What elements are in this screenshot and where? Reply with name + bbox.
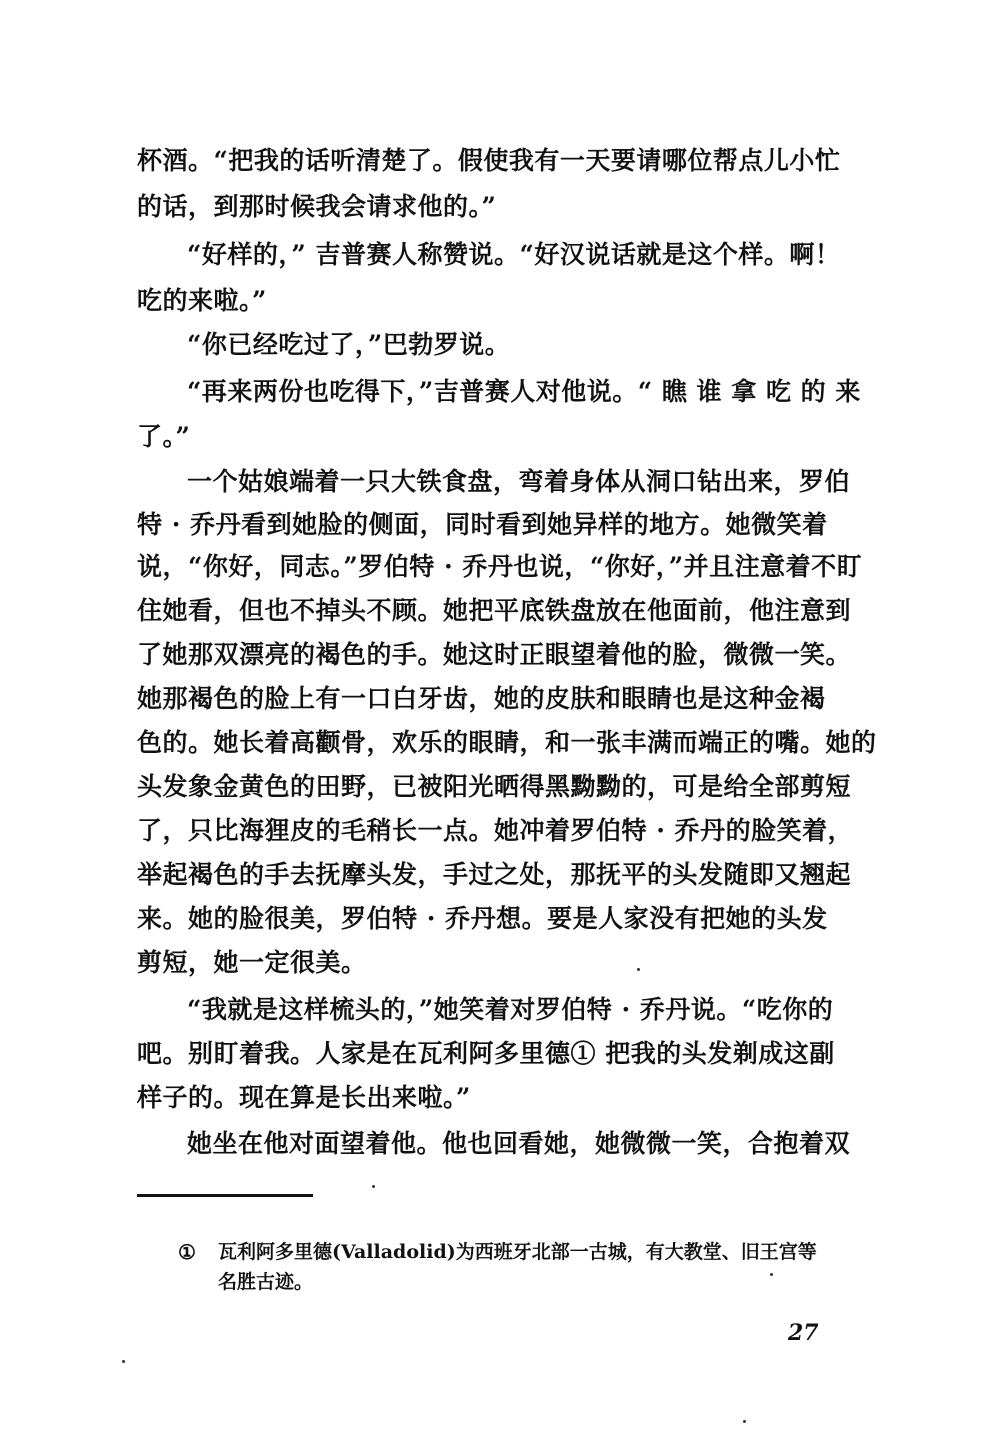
text-line: “你已经吃过了，”巴勃罗说。 bbox=[187, 330, 511, 359]
text-line: 来。她的脸很美，罗伯特 · 乔丹想。要是人家没有把她的头发 bbox=[137, 904, 828, 933]
text-line: 色的。她长着高颧骨，欢乐的眼睛，和一张丰满而端正的嘴。她的 bbox=[137, 728, 877, 757]
scan-speck bbox=[372, 1185, 375, 1188]
text-line: 头发象金黄色的田野，已被阳光晒得黑黝黝的，可是给全部剪短 bbox=[137, 772, 852, 801]
text-line: 样子的。现在算是长出来啦。” bbox=[137, 1083, 471, 1112]
text-line: 一个姑娘端着一只大铁食盘，弯着身体从洞口钻出来，罗伯 bbox=[187, 467, 851, 496]
footnote-divider bbox=[137, 1194, 313, 1197]
text-line: 的话，到那时候我会请求他的。” bbox=[137, 192, 497, 221]
text-line: 了。” bbox=[137, 422, 191, 451]
page-number: 27 bbox=[788, 1320, 819, 1346]
text-line: 剪短，她一定很美。 bbox=[137, 948, 367, 977]
footnote-line: 名胜古迹。 bbox=[218, 1271, 314, 1293]
text-line: 了，只比海狸皮的毛稍长一点。她冲着罗伯特 · 乔丹的脸笑着， bbox=[137, 816, 854, 845]
text-line: “再来两份也吃得下，”吉普赛人对他说。“ 瞧 谁 拿 吃 的 来 bbox=[187, 377, 861, 406]
text-line: “我就是这样梳头的，”她笑着对罗伯特 · 乔丹说。“吃你的 bbox=[187, 995, 834, 1024]
footnote-marker: ① bbox=[178, 1240, 196, 1264]
text-line: “好样的，” 吉普赛人称赞说。“好汉说话就是这个样。啊！ bbox=[187, 240, 841, 269]
text-line: 了她那双漂亮的褐色的手。她这时正眼望着他的脸，微微一笑。 bbox=[137, 640, 852, 669]
scan-speck bbox=[637, 968, 640, 971]
text-line: 特 · 乔丹看到她脸的侧面，同时看到她异样的地方。她微笑着 bbox=[137, 510, 828, 539]
text-line: 吃的来啦。” bbox=[137, 286, 267, 315]
text-line: 杯酒。“把我的话听清楚了。假使我有一天要请哪位帮点儿小忙 bbox=[137, 146, 841, 175]
text-line: 吧。别盯着我。人家是在瓦利阿多里德① 把我的头发剃成这副 bbox=[137, 1039, 835, 1068]
scan-speck bbox=[122, 1360, 125, 1363]
text-line: 她那褐色的脸上有一口白牙齿，她的皮肤和眼睛也是这种金褐 bbox=[137, 684, 826, 713]
text-line: 她坐在他对面望着他。他也回看她，她微微一笑，合抱着双 bbox=[187, 1129, 851, 1158]
scan-speck bbox=[743, 1420, 746, 1423]
footnote-line: 瓦利阿多里德(Valladolid)为西班牙北部一古城，有大教堂、旧王宫等 bbox=[218, 1241, 817, 1263]
text-line: 说，“你好，同志。”罗伯特 · 乔丹也说，“你好，”并且注意着不盯 bbox=[137, 552, 863, 581]
text-line: 住她看，但也不掉头不顾。她把平底铁盘放在他面前，他注意到 bbox=[137, 596, 852, 625]
text-line: 举起褐色的手去抚摩头发，手过之处，那抚平的头发随即又翘起 bbox=[137, 860, 852, 889]
scan-speck bbox=[770, 1273, 773, 1276]
